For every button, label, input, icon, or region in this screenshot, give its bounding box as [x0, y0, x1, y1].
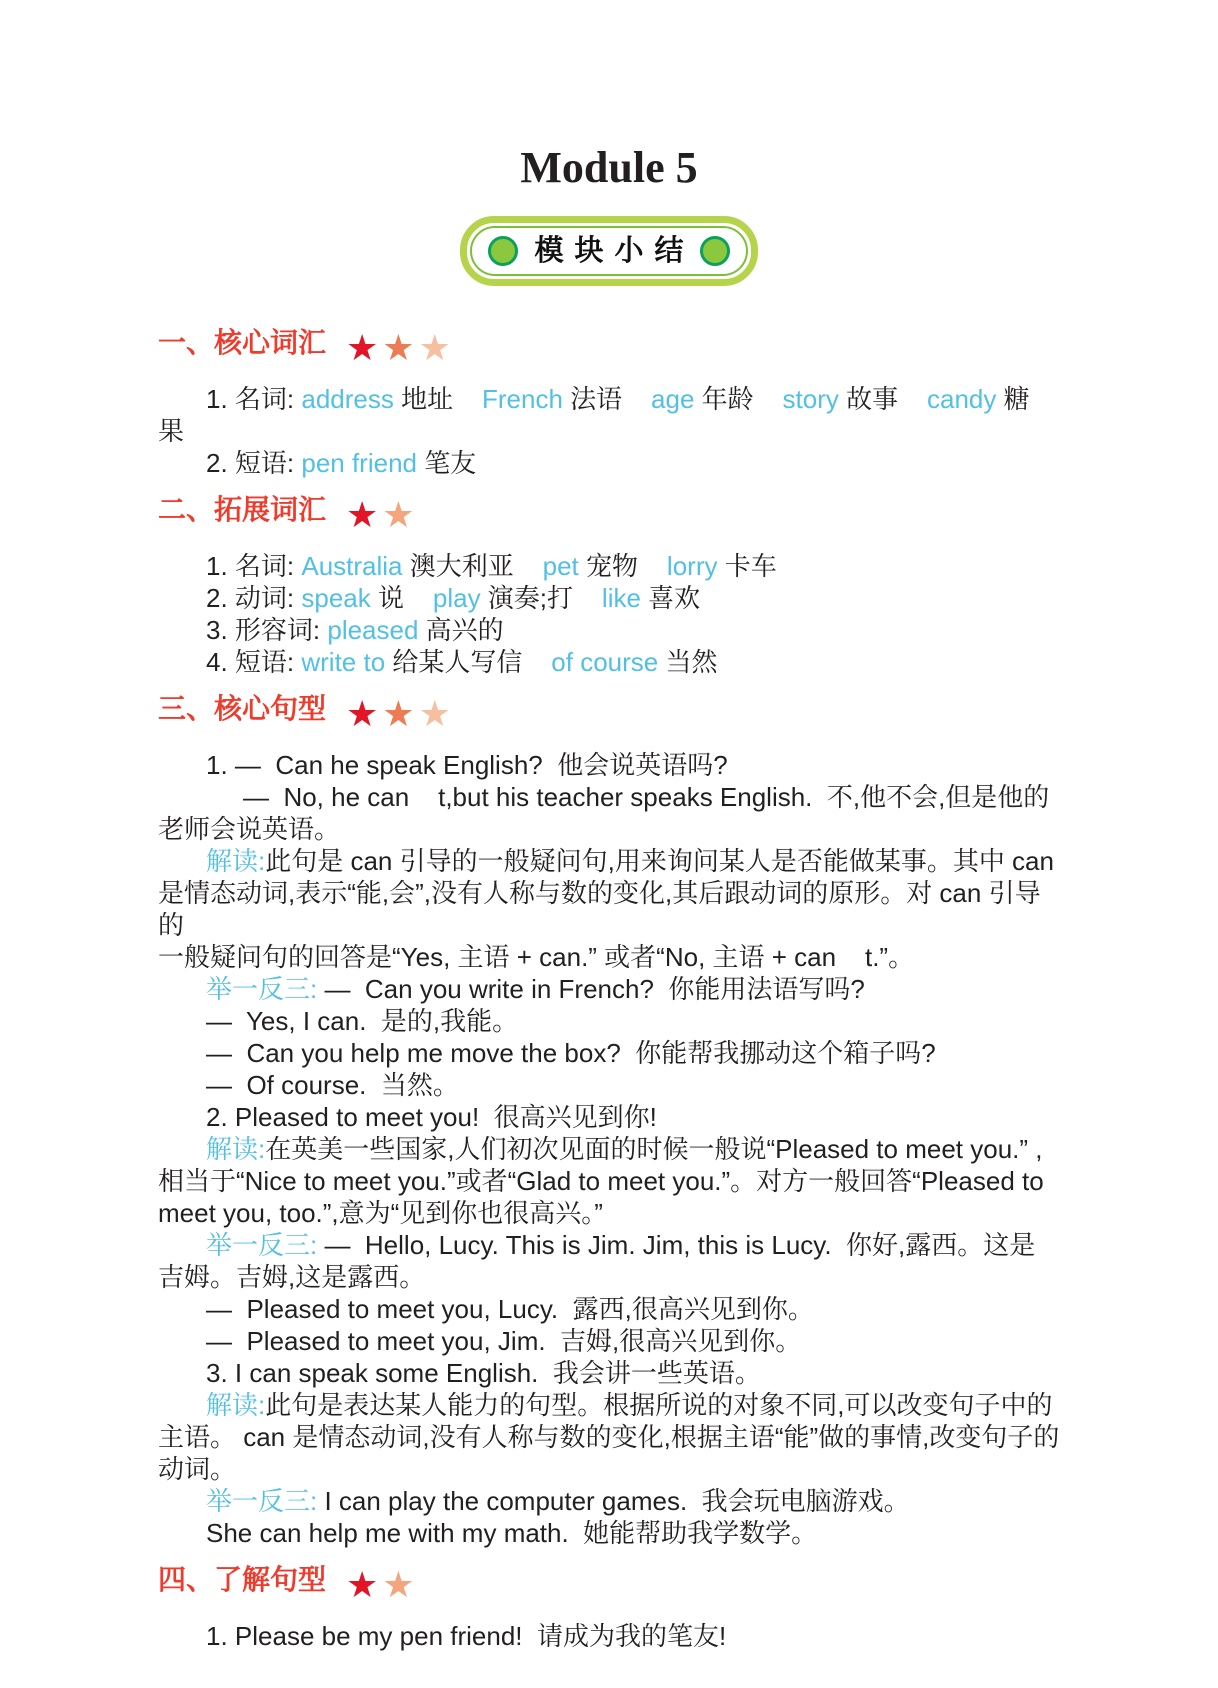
text-line [158, 973, 1062, 1005]
text-line [158, 1453, 1062, 1485]
text-line [158, 845, 1062, 877]
text-segment: — Pleased to meet you, Lucy. 露西,很高兴见到你。 [206, 1294, 814, 1324]
star-icon: ★ [346, 692, 379, 734]
text-segment: 此句是表达某人能力的句型。根据所说的对象不同,可以改变句子中的 [265, 1390, 1053, 1420]
highlighted-text: 解读: [206, 1134, 266, 1164]
text-segment: 1. — Can he speak English? 他会说英语吗? [206, 750, 728, 780]
star-icon: ★ [382, 692, 415, 734]
badge-inner-frame [470, 226, 747, 276]
badge-dot-right-icon [700, 236, 730, 266]
text-line [158, 1037, 1062, 1069]
text-line [158, 1293, 1062, 1325]
text-segment: 一般疑问句的回答是“Yes, 主语 + can.” 或者“No, 主语 + can t.”。 [158, 942, 915, 972]
text-segment: 4. 短语: [206, 647, 302, 677]
sections [158, 326, 1062, 1652]
section-title: 四、了解句型 [158, 1564, 327, 1595]
text-line [158, 447, 1062, 479]
star-icon: ★ [346, 326, 379, 368]
highlighted-text: address [301, 384, 394, 414]
badge-dot-left-icon [488, 236, 518, 266]
text-segment: 年龄 [694, 384, 783, 414]
text-segment: 故事 [838, 384, 928, 414]
badge-row [0, 216, 1218, 286]
difficulty-stars [346, 1563, 419, 1605]
text-line [158, 1229, 1062, 1261]
text-segment: 2. Pleased to meet you! 很高兴见到你! [206, 1102, 657, 1132]
highlighted-text: pleased [327, 615, 419, 645]
text-line [158, 877, 1062, 941]
star-icon: ★ [418, 692, 451, 734]
section-title: 二、拓展词汇 [158, 494, 327, 525]
text-segment: 1. 名词: [206, 551, 302, 581]
text-segment: 当然 [658, 647, 718, 677]
text-segment: 宠物 [578, 551, 667, 581]
text-segment: 澳大利亚 [402, 551, 543, 581]
section-title: 一、核心词汇 [158, 327, 327, 358]
highlighted-text: pen friend [301, 448, 418, 478]
text-segment: — Pleased to meet you, Jim. 吉姆,很高兴见到你。 [206, 1326, 802, 1356]
text-segment: 主语。 can 是情态动词,没有人称与数的变化,根据主语“能”做的事情,改变句子的 [158, 1422, 1060, 1452]
difficulty-stars [346, 326, 455, 368]
text-segment: 相当于“Nice to meet you.”或者“Glad to meet you.”。对方一般回答“Pleased to [158, 1166, 1044, 1196]
text-segment: 是情态动词,表示“能,会”,没有人称与数的变化,其后跟动词的原形。对 can 引导的 [158, 878, 1041, 940]
text-segment: She can help me with my math. 她能帮助我学数学。 [206, 1518, 818, 1548]
module-summary-badge [460, 216, 757, 286]
text-segment: 在英美一些国家,人们初次见面的时候一般说“Pleased to meet you.” , [265, 1134, 1043, 1164]
star-icon: ★ [418, 326, 451, 368]
text-line [158, 415, 1062, 447]
text-line [158, 1485, 1062, 1517]
section-header [158, 692, 1062, 734]
highlighted-text: pet [542, 551, 579, 581]
section-header [158, 326, 1062, 368]
text-segment: meet you, too.”,意为“见到你也很高兴。” [158, 1198, 603, 1228]
highlighted-text: 举一反三: [206, 1486, 325, 1516]
text-line [158, 749, 1062, 781]
page-title: Module 5 [520, 143, 698, 192]
text-segment: 3. I can speak some English. 我会讲一些英语。 [206, 1358, 761, 1388]
text-segment: 2. 短语: [206, 448, 302, 478]
text-line [158, 1197, 1062, 1229]
text-segment: 卡车 [717, 551, 777, 581]
text-segment: — No, he can t,but his teacher speaks English. 不,他不会,但是他的 [243, 782, 1050, 812]
text-segment: 演奏;打 [480, 583, 602, 613]
highlighted-text: 解读: [206, 1390, 266, 1420]
highlighted-text: story [782, 384, 839, 414]
difficulty-stars [346, 493, 419, 535]
text-segment: 吉姆。吉姆,这是露西。 [158, 1262, 426, 1292]
text-line [158, 383, 1062, 415]
text-line [158, 550, 1062, 582]
text-segment: 3. 形容词: [206, 615, 328, 645]
star-icon: ★ [346, 493, 379, 535]
text-segment: 此句是 can 引导的一般疑问句,用来询问某人是否能做某事。其中 can [265, 846, 1054, 876]
text-line [158, 1389, 1062, 1421]
text-segment: 高兴的 [418, 615, 504, 645]
text-segment: — Yes, I can. 是的,我能。 [206, 1006, 519, 1036]
text-line [158, 1620, 1062, 1652]
highlighted-text: play [432, 583, 481, 613]
highlighted-text: write to [301, 647, 386, 677]
text-segment: I can play the computer games. 我会玩电脑游戏。 [324, 1486, 910, 1516]
text-segment: 地址 [393, 384, 482, 414]
highlighted-text: 举一反三: [206, 974, 325, 1004]
star-icon: ★ [382, 493, 415, 535]
text-segment: — Hello, Lucy. This is Jim. Jim, this is Lucy. 你好,露西。这是 [324, 1230, 1036, 1260]
difficulty-stars [346, 692, 455, 734]
highlighted-text: French [481, 384, 563, 414]
text-segment: 2. 动词: [206, 583, 302, 613]
section-title: 三、核心句型 [158, 693, 327, 724]
text-segment: — Can you help me move the box? 你能帮我挪动这个箱子吗? [206, 1038, 936, 1068]
highlighted-text: 解读: [206, 846, 266, 876]
text-segment: 老师会说英语。 [158, 814, 341, 844]
text-line [158, 1133, 1062, 1165]
text-segment: 1. 名词: [206, 384, 302, 414]
text-segment: — Of course. 当然。 [206, 1070, 459, 1100]
highlighted-text: of course [551, 647, 659, 677]
section-header [158, 1563, 1062, 1605]
text-line [158, 941, 1062, 973]
star-icon: ★ [346, 1563, 379, 1605]
text-line [158, 1325, 1062, 1357]
text-segment: 1. Please be my pen friend! 请成为我的笔友! [206, 1621, 727, 1651]
highlighted-text: candy [927, 384, 997, 414]
highlighted-text: lorry [666, 551, 718, 581]
star-icon: ★ [382, 326, 415, 368]
text-segment: — Can you write in French? 你能用法语写吗? [324, 974, 865, 1004]
text-line [158, 1261, 1062, 1293]
text-line [158, 614, 1062, 646]
highlighted-text: 举一反三: [206, 1230, 325, 1260]
text-line [158, 1069, 1062, 1101]
highlighted-text: Australia [301, 551, 403, 581]
text-line [158, 582, 1062, 614]
text-line [158, 1101, 1062, 1133]
text-line [158, 813, 1062, 845]
highlighted-text: speak [301, 583, 371, 613]
text-segment: 喜欢 [640, 583, 701, 613]
text-line [158, 1517, 1062, 1549]
text-line [158, 1165, 1062, 1197]
text-line [158, 1357, 1062, 1389]
star-icon: ★ [382, 1563, 415, 1605]
text-segment: 糖 [996, 384, 1030, 414]
text-line [158, 646, 1062, 678]
text-segment: 给某人写信 [385, 647, 552, 677]
text-line [158, 781, 1062, 813]
text-segment: 果 [158, 416, 185, 446]
text-segment: 法语 [562, 384, 652, 414]
text-segment: 动词。 [158, 1454, 237, 1484]
text-line [158, 1005, 1062, 1037]
text-segment: 笔友 [417, 448, 477, 478]
text-segment: 说 [370, 583, 433, 613]
highlighted-text: age [651, 384, 695, 414]
highlighted-text: like [601, 583, 641, 613]
badge-label: 模块小结 [534, 235, 695, 267]
text-line [158, 1421, 1062, 1453]
section-header [158, 493, 1062, 535]
